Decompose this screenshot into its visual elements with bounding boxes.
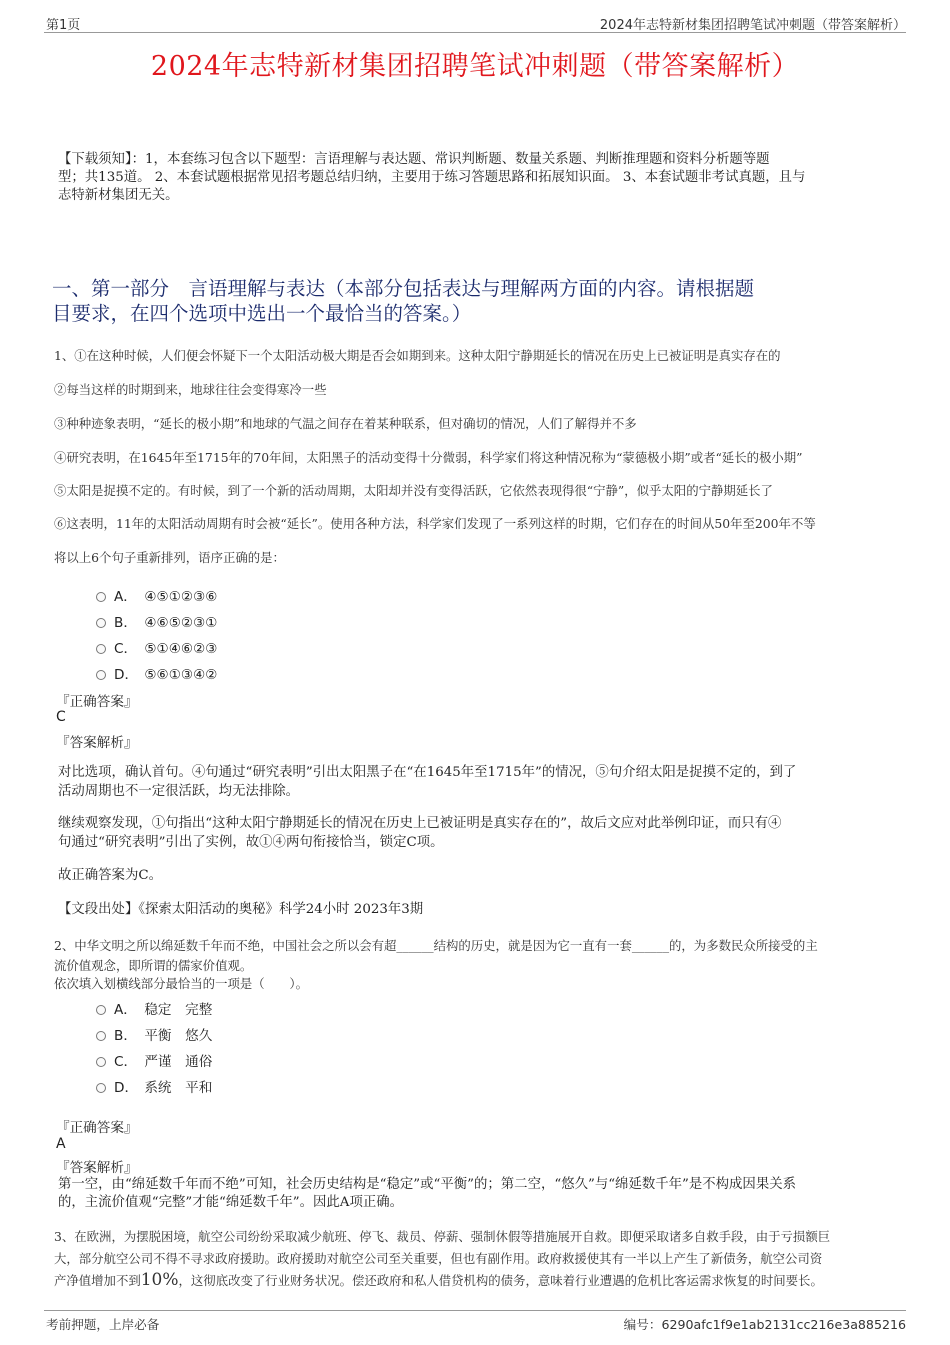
header-rule [44,32,906,33]
code-value: 6290afc1f9e1ab2131cc216e3a885216 [661,1317,906,1332]
radio-button[interactable] [96,618,106,628]
q1-prompt: 将以上6个句子重新排列，语序正确的是： [54,550,285,565]
radio-button[interactable] [96,1005,106,1015]
page-title: 2024年志特新材集团招聘笔试冲刺题（带答案解析） [150,51,800,82]
section-heading-line: 一、第一部分 言语理解与表达（本部分包括表达与理解两方面的内容。请根据题 [52,277,755,300]
radio-button[interactable] [96,670,106,680]
q1-sentence: ⑤太阳是捉摸不定的。有时候，到了一个新的活动周期，太阳却并没有变得活跃，它依然表现得很“宁静”，似乎太阳的宁静期延长了 [54,483,773,498]
page-number: 第1页 [46,18,81,33]
radio-button[interactable] [96,644,106,654]
section-heading-line: 目要求，在四个选项中选出一个最恰当的答案。） [52,302,472,325]
q1-option-a[interactable] [96,585,217,605]
q1-sentence: ④研究表明，在1645年至1715年的70年间，太阳黑子的活动变得十分微弱，科学家们将这种情况称为“蒙德极小期”或者“延长的极小期” [54,450,803,465]
option-text: 稳定 完整 [144,1002,213,1018]
q2-analysis-line: 第一空，由“绵延数千年而不绝”可知，社会历史结构是“稳定”或“平衡”的；第二空，“悠久”与“绵延数千年”是不构成因果关系 [58,1177,796,1192]
q1-sentence: ③种种迹象表明，“延长的极小期”和地球的气温之间存在着某种联系，但对确切的情况，人们了解得并不多 [54,416,637,431]
q1-sentence: ②每当这样的时期到来，地球往往会变得寒冷一些 [54,382,327,397]
option-label: A． [114,589,137,605]
q1-option-b[interactable] [96,611,217,631]
q3-line: 大，部分航空公司不得不寻求政府援助。政府援助对航空公司至关重要，但也有副作用。政府救援使其有一半以上产生了新债务，航空公司资 [54,1251,823,1266]
q1-analysis-line: 活动周期也不一定很活跃，均无法排除。 [58,784,300,799]
option-label: C． [114,1054,138,1070]
q1-analysis-line: 继续观察发现，①句指出“这种太阳宁静期延长的情况在历史上已被证明是真实存在的”，故后文应对此举例印证，而只有④ [58,816,782,831]
option-text: 系统 平和 [144,1080,213,1096]
q1-sentence: 1、①在这种时候，人们便会怀疑下一个太阳活动极大期是否会如期到来。这种太阳宁静期延长的情况在历史上已被证明是真实存在的 [54,348,781,363]
q3-line [54,1272,823,1289]
q1-conclusion: 故正确答案为C。 [58,868,162,883]
option-text: 严谨 通俗 [144,1054,213,1070]
q2-option-c[interactable] [96,1050,212,1070]
q2-option-a[interactable] [96,998,212,1018]
notice-line: 【下载须知】：1，本套练习包含以下题型：言语理解与表达题、常识判断题、数量关系题、判断推理题和资料分析题等题 [58,152,770,167]
notice-line: 志特新材集团无关。 [58,188,179,203]
notice-line: 型；共135道。 2、本套试题根据常见招考题总结归纳，主要用于练习答题思路和拓展知识面。 3、本套试题非考试真题，且与 [58,170,806,185]
q1-source: 【文段出处】《探索太阳活动的奥秘》科学24小时 2023年3期 [58,902,424,917]
option-label: B． [114,615,137,631]
option-text: ⑤①④⑥②③ [144,641,218,657]
q2-answer: A [56,1136,66,1152]
radio-button[interactable] [96,1031,106,1041]
q2-option-d[interactable] [96,1076,212,1096]
code-label: 编号： [623,1317,662,1332]
q1-analysis-line: 对比选项，确认首句。④句通过“研究表明”引出太阳黑子在“在1645年至1715年”的情况，⑤句介绍太阳是捉摸不定的，到了 [58,765,797,780]
q2-stem-line: 流价值观念，即所谓的儒家价值观。 [54,958,253,973]
radio-button[interactable] [96,592,106,602]
option-label: A． [114,1002,137,1018]
q1-option-d[interactable] [96,663,217,683]
option-text: 平衡 悠久 [144,1028,213,1044]
footer-slogan: 考前押题，上岸必备 [46,1317,160,1332]
footer-code [624,1314,906,1333]
radio-button[interactable] [96,1083,106,1093]
option-text: ⑤⑥①③④② [144,667,218,683]
option-label: D． [114,1080,139,1096]
header-doc-title: 2024年志特新材集团招聘笔试冲刺题（带答案解析） [599,18,906,33]
q3-text: 产净值增加不到 [54,1273,141,1288]
q3-line: 3、在欧洲，为摆脱困境，航空公司纷纷采取减少航班、停飞、裁员、停薪、强制休假等措施展开自救。即便采取诸多自救手段，由于亏损额巨 [54,1229,831,1244]
radio-button[interactable] [96,1057,106,1067]
section-heading [52,276,902,326]
q1-analysis-line: 句通过“研究表明”引出了实例，故①④两句衔接恰当，锁定C项。 [58,835,444,850]
q1-option-c[interactable] [96,637,217,657]
option-label: D． [114,667,139,683]
q2-analysis-line: 的，主流价值观“完整”才能“绵延数千年”。因此A项正确。 [58,1195,404,1210]
q1-answer-heading: 『正确答案』 [56,694,138,710]
q2-prompt: 依次填入划横线部分最恰当的一项是（ ）。 [54,976,309,991]
q1-analysis-heading: 『答案解析』 [56,735,138,751]
option-label: C． [114,641,138,657]
q2-answer-heading: 『正确答案』 [56,1120,138,1136]
option-label: B． [114,1028,137,1044]
q2-stem-line: 2、中华文明之所以绵延数千年而不绝，中国社会之所以会有超______结构的历史，就是因为它一直有一套______的，为多数民众所接受的主 [54,938,818,953]
q3-percent: 10% [140,1270,179,1290]
q2-analysis-heading: 『答案解析』 [56,1160,138,1176]
option-text: ④⑤①②③⑥ [144,589,218,605]
footer-rule [44,1310,906,1311]
q2-option-b[interactable] [96,1024,212,1044]
q1-sentence: ⑥这表明，11年的太阳活动周期有时会被“延长”。使用各种方法，科学家们发现了一系列这样的时期，它们存在的时间从50年至200年不等 [54,516,816,531]
q3-text: ，这彻底改变了行业财务状况。偿还政府和私人借贷机构的债务，意味着行业遭遇的危机比客运需求恢复的时间要长。 [178,1273,823,1288]
q1-answer: C [56,709,66,725]
option-text: ④⑥⑤②③① [144,615,218,631]
